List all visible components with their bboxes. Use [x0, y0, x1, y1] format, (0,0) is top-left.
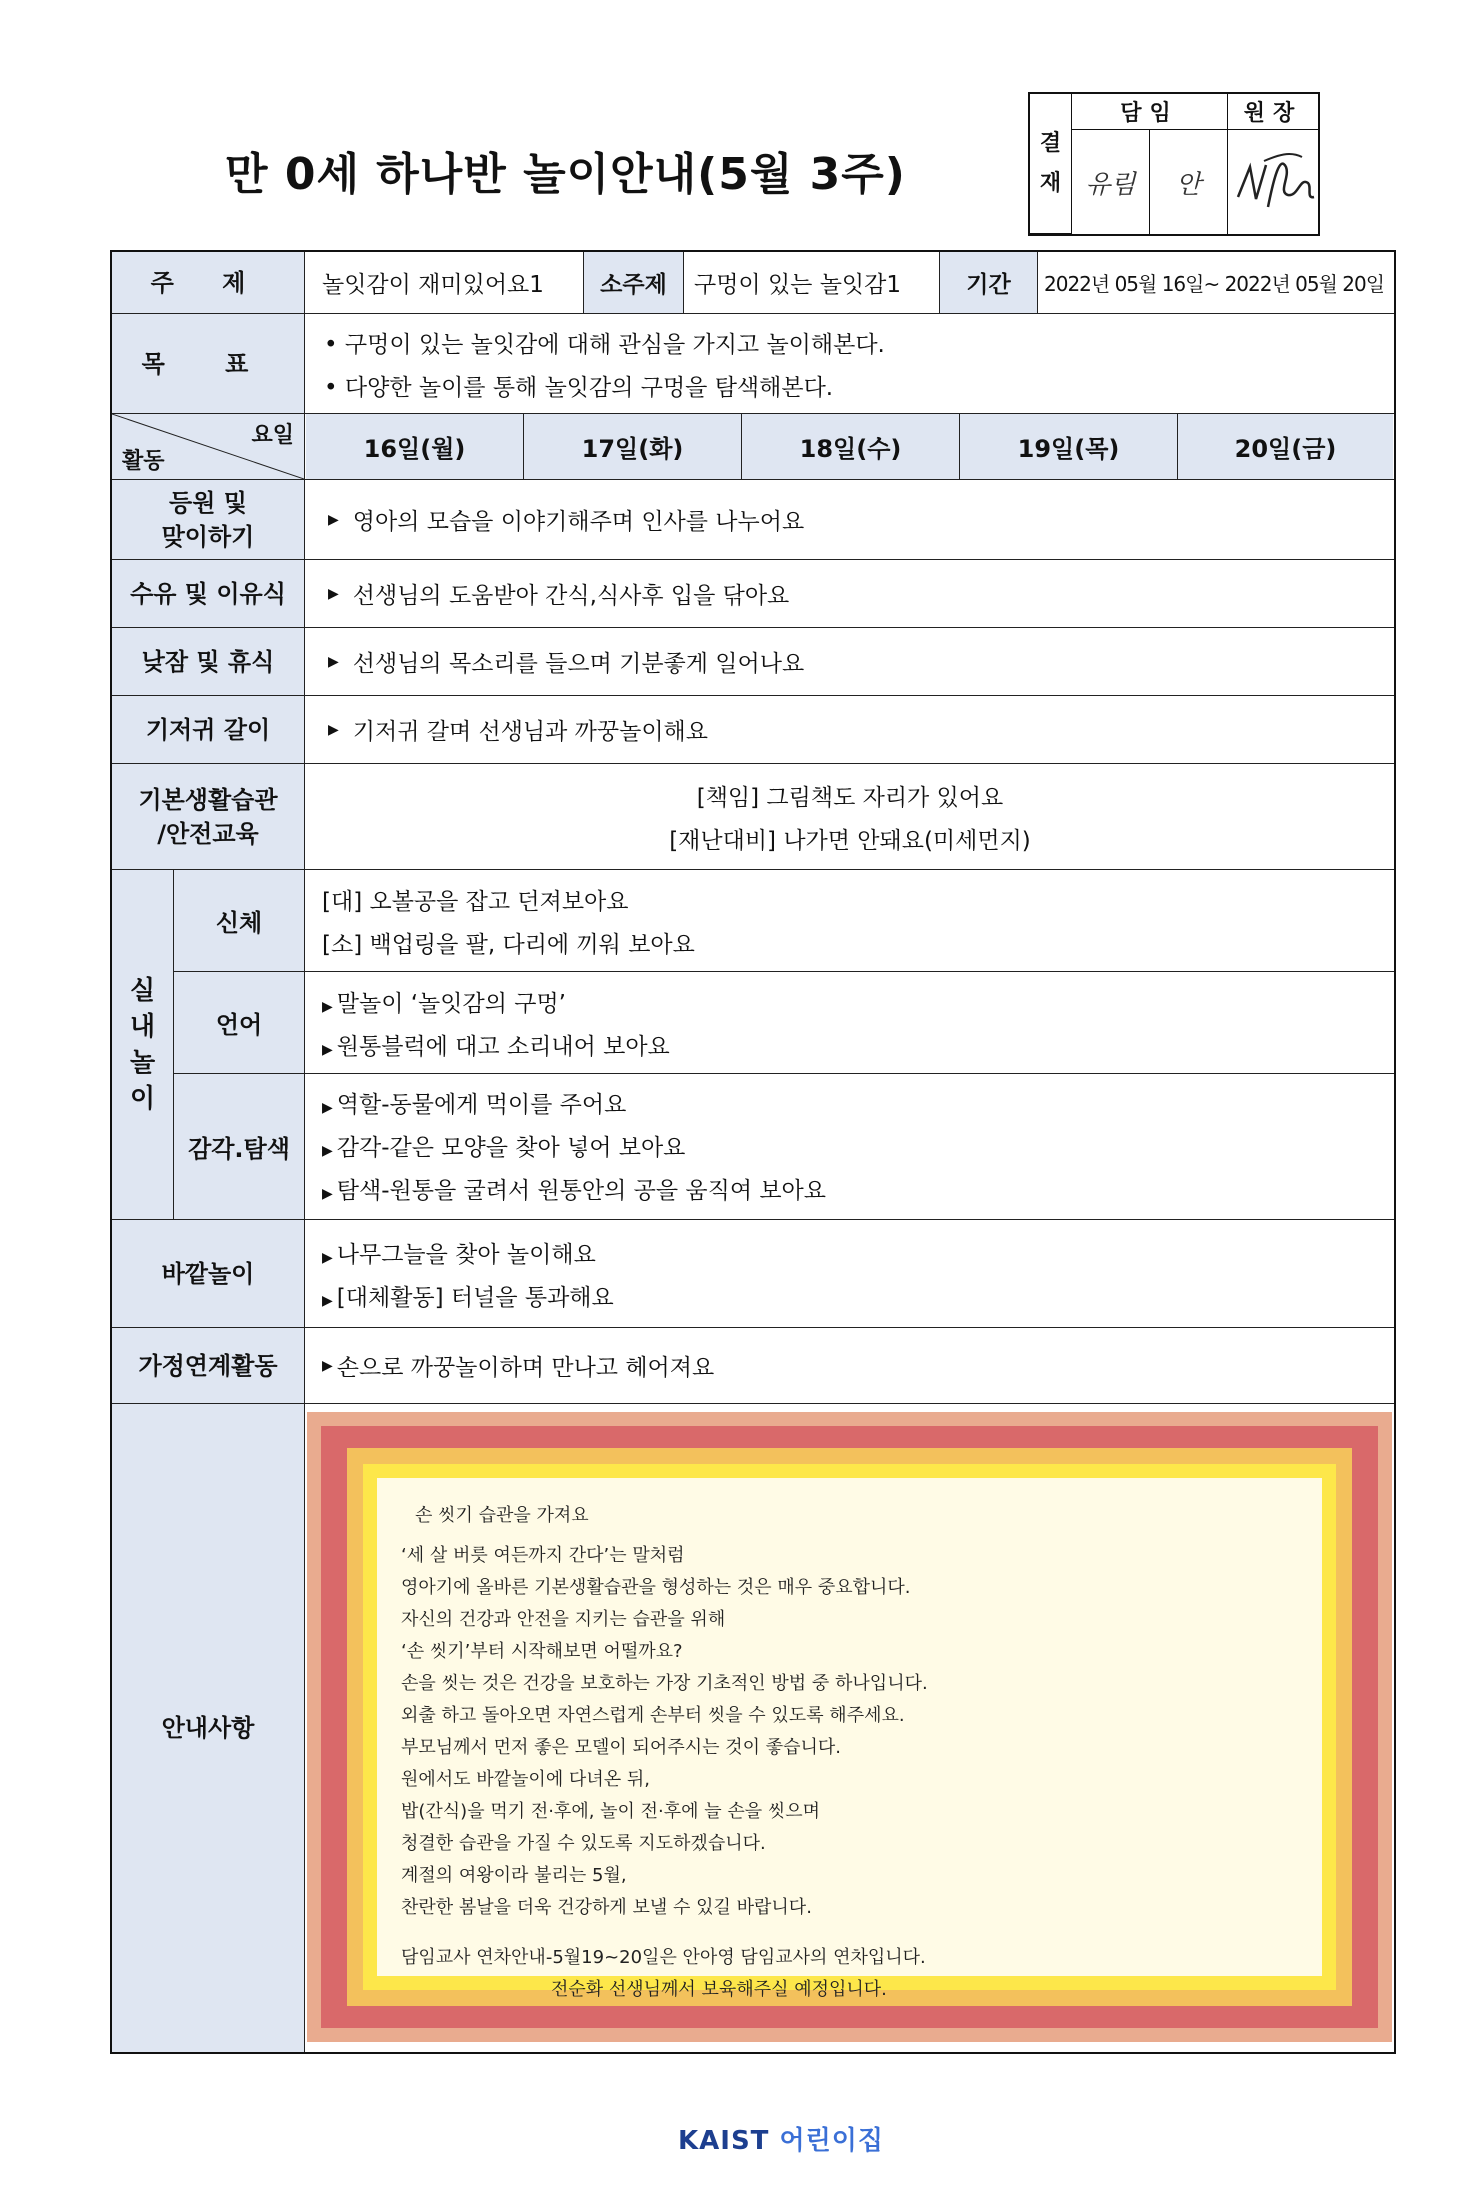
- outdoor-line: ▶ [대체활동] 터널을 통과해요: [322, 1284, 614, 1311]
- goal-item-text: 다양한 놀이를 통해 놀잇감의 구멍을 탐색해본다.: [344, 374, 834, 401]
- indoor-label-char: 놀: [129, 1047, 156, 1078]
- corner-weekday-label: 요일: [251, 423, 294, 448]
- sensory-line-text: 감각-같은 모양을 찾아 넣어 보아요: [336, 1135, 686, 1161]
- goal-item: • 다양한 놀이를 통해 놀잇감의 구멍을 탐색해본다.: [324, 374, 834, 401]
- routine-label: 수유 및 이유식: [112, 560, 305, 627]
- outdoor-line: ▶ 나무그늘을 찾아 놀이해요: [322, 1241, 596, 1268]
- routine-text: 선생님의 도움받아 간식,식사후 입을 닦아요: [352, 583, 790, 609]
- sensory-label: 감각.탐색: [174, 1074, 305, 1219]
- physical-row: [174, 870, 1394, 972]
- day-header: 16일(월): [306, 414, 524, 479]
- day-header: 20일(금): [1178, 414, 1393, 479]
- outdoor-row: [112, 1220, 1394, 1328]
- goal-row: [112, 314, 1394, 414]
- approval-box: [1028, 92, 1320, 236]
- director-signature: [1228, 130, 1318, 234]
- outdoor-label: 바깥놀이: [112, 1220, 305, 1327]
- indoor-label-char: 이: [129, 1083, 156, 1114]
- routine-text: 선생님의 목소리를 들으며 기분좋게 일어나요: [352, 651, 805, 677]
- goal-item: • 구멍이 있는 놀잇감에 대해 관심을 가지고 놀이해본다.: [324, 331, 885, 358]
- language-content: [306, 972, 1394, 1073]
- sensory-row: [174, 1074, 1394, 1220]
- notice-frame: [307, 1412, 1392, 2042]
- goal-content: [306, 314, 1394, 413]
- routine-label: 기저귀 갈이: [112, 696, 305, 763]
- subtheme-label: 소주제: [584, 252, 684, 313]
- day-header: 17일(화): [524, 414, 742, 479]
- home-label: 가정연계활동: [112, 1328, 305, 1403]
- language-line: ▶ 말놀이 ‘놀잇감의 구멍’: [322, 990, 566, 1017]
- sensory-line: ▶ 감각-같은 모양을 찾아 넣어 보아요: [322, 1135, 686, 1161]
- notice-line: 밥(간식)을 먹기 전·후에, 놀이 전·후에 늘 손을 씻으며: [401, 1801, 821, 1822]
- routine-row: [112, 628, 1394, 696]
- sensory-line: ▶ 역할-동물에게 먹이를 주어요: [322, 1092, 627, 1118]
- language-line-text: 원통블럭에 대고 소리내어 보아요: [336, 1033, 670, 1060]
- notice-substitute: 전순화 선생님께서 보육해주실 예정입니다.: [551, 1979, 887, 2000]
- day-corner-cell: [112, 414, 305, 479]
- language-label: 언어: [174, 972, 305, 1073]
- outdoor-line-text: 나무그늘을 찾아 놀이해요: [336, 1241, 596, 1268]
- notice-label: 안내사항: [112, 1404, 305, 2052]
- notice-line: 청결한 습관을 가질 수 있도록 지도하겠습니다.: [401, 1833, 766, 1854]
- period-value: 2022년 05월 16일~ 2022년 05월 20일: [1044, 272, 1385, 296]
- notice-line: 부모님께서 먼저 좋은 모델이 되어주시는 것이 좋습니다.: [401, 1737, 841, 1758]
- routine-content: ▶ 기저귀 갈며 선생님과 까꿍놀이해요: [306, 696, 1394, 763]
- language-line: ▶ 원통블럭에 대고 소리내어 보아요: [322, 1033, 670, 1060]
- home-content: ▶ 손으로 까꿍놀이하며 만나고 헤어져요: [306, 1328, 1394, 1403]
- routine-label: 등원 및 맞이하기: [112, 480, 305, 559]
- notice-title: 손 씻기 습관을 가져요: [415, 1505, 589, 1526]
- day-header: 19일(목): [960, 414, 1178, 479]
- physical-label: 신체: [174, 870, 305, 971]
- teacher-signature-1: [1072, 130, 1150, 234]
- day-header-row: [112, 414, 1394, 480]
- notice-line: 찬란한 봄날을 더욱 건강하게 보낼 수 있길 바랍니다.: [401, 1897, 812, 1918]
- notice-line: 자신의 건강과 안전을 지키는 습관을 위해: [401, 1609, 726, 1630]
- subtheme-value: 구멍이 있는 놀잇감1: [684, 252, 940, 313]
- home-text: 손으로 까꿍놀이하며 만나고 헤어져요: [336, 1355, 715, 1381]
- approval-label: [1030, 94, 1072, 234]
- notice-content: [377, 1478, 1322, 2000]
- habits-content: [306, 764, 1394, 869]
- goal-item-text: 구멍이 있는 놀잇감에 대해 관심을 가지고 놀이해본다.: [344, 331, 885, 358]
- corner-activity-label: 활동: [122, 449, 165, 474]
- routine-content: ▶ 영아의 모습을 이야기해주며 인사를 나누어요: [306, 480, 1394, 559]
- habits-label: 기본생활습관 /안전교육: [112, 764, 305, 869]
- theme-value: 놀잇감이 재미있어요1: [306, 252, 584, 313]
- goal-label: 목 표: [112, 314, 305, 413]
- approval-label-bottom: 재: [1039, 170, 1062, 196]
- home-row: [112, 1328, 1394, 1404]
- notice-line: 손을 씻는 것은 건강을 보호하는 가장 기초적인 방법 중 하나입니다.: [401, 1673, 928, 1694]
- notice-line: ‘세 살 버릇 여든까지 간다’는 말처럼: [401, 1545, 685, 1566]
- notice-teacher-leave: 담임교사 연차안내-5월19~20일은 안아영 담임교사의 연차입니다.: [401, 1947, 926, 1968]
- theme-label: 주 제: [112, 252, 305, 313]
- sensory-line: ▶ 탐색-원통을 굴려서 원통안의 공을 움직여 보아요: [322, 1178, 826, 1204]
- indoor-play-label: [112, 870, 174, 1220]
- physical-line: [소] 백업링을 팔, 다리에 끼워 보아요: [322, 931, 695, 958]
- habits-line: [재난대비] 나가면 안돼요(미세먼지): [669, 827, 1031, 854]
- plan-table: [110, 250, 1396, 2054]
- approval-label-top: 결: [1039, 130, 1062, 156]
- notice-line: 외출 하고 돌아오면 자연스럽게 손부터 씻을 수 있도록 해주세요.: [401, 1705, 905, 1726]
- notice-line: 영아기에 올바른 기본생활습관을 형성하는 것은 매우 중요합니다.: [401, 1577, 911, 1598]
- language-row: [174, 972, 1394, 1074]
- routine-text: 기저귀 갈며 선생님과 까꿍놀이해요: [352, 719, 708, 745]
- indoor-label-char: 실: [129, 975, 156, 1006]
- notice-line: 계절의 여왕이라 불리는 5월,: [401, 1865, 627, 1886]
- logo-daycare-text: 어린이집: [779, 2126, 884, 2156]
- teacher-signature-1-text: 유림: [1085, 169, 1136, 200]
- routine-text: 영아의 모습을 이야기해주며 인사를 나누어요: [352, 509, 805, 535]
- sensory-line-text: 탐색-원통을 굴려서 원통안의 공을 움직여 보아요: [336, 1178, 826, 1204]
- notice-line: ‘손 씻기’부터 시작해보면 어떨까요?: [401, 1641, 683, 1662]
- page-title: 만 0세 하나반 놀이안내(5월 3주): [225, 149, 906, 200]
- notice-line: 원에서도 바깥놀이에 다녀온 뒤,: [401, 1769, 650, 1790]
- routine-content: ▶ 선생님의 도움받아 간식,식사후 입을 닦아요: [306, 560, 1394, 627]
- routine-label: 낮잠 및 휴식: [112, 628, 305, 695]
- teacher-signature-2: [1150, 130, 1228, 234]
- teacher-header: 담임: [1072, 94, 1228, 130]
- routine-content: ▶ 선생님의 목소리를 들으며 기분좋게 일어나요: [306, 628, 1394, 695]
- indoor-label-char: 내: [129, 1011, 156, 1042]
- sensory-line-text: 역할-동물에게 먹이를 주어요: [336, 1092, 627, 1118]
- logo-kaist-text: KAIST: [678, 2126, 770, 2156]
- teacher-signature-2-text: 안: [1175, 169, 1202, 200]
- physical-content: [306, 870, 1394, 971]
- language-line-text: 말놀이 ‘놀잇감의 구멍’: [336, 990, 566, 1017]
- sensory-content: [306, 1074, 1394, 1219]
- outdoor-line-text: [대체활동] 터널을 통과해요: [336, 1284, 614, 1311]
- theme-row: [112, 252, 1394, 314]
- period-label: 기간: [940, 252, 1038, 313]
- kaist-daycare-logo: [678, 2120, 884, 2157]
- routine-row: [112, 696, 1394, 764]
- habits-row: [112, 764, 1394, 870]
- routine-row: [112, 560, 1394, 628]
- day-header: 18일(수): [742, 414, 960, 479]
- routine-row: [112, 480, 1394, 560]
- director-signature-mark: [1228, 137, 1318, 227]
- director-header: 원장: [1228, 94, 1318, 130]
- outdoor-content: [306, 1220, 1394, 1327]
- physical-line: [대] 오볼공을 잡고 던져보아요: [322, 888, 629, 915]
- habits-line: [책임] 그림책도 자리가 있어요: [696, 784, 1004, 811]
